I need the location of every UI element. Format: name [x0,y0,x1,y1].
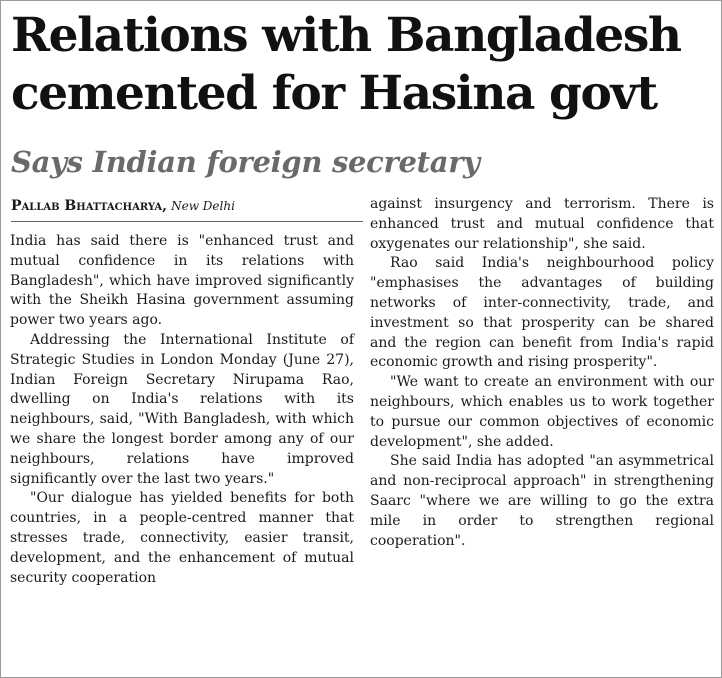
paragraph: India has said there is "enhanced trust and mutual confidence in its relations with Bangladesh", which have improved significantly with the Sheikh Hasina government assuming power two years ago. [10,233,354,329]
paragraph: against insurgency and terrorism. There is enhanced trust and mutual confidence that oxygenates our relationship", she said. [370,196,714,252]
paragraph: She said India has adopted "an asymmetrical and non-reciprocal approach" in strengthening Saarc "where we are willing to go the extra mile in order to strengthen regional cooperation". [370,453,714,549]
byline-author: Pallab Bhattacharya, [11,198,167,214]
byline [11,197,235,216]
paragraph: Rao said India's neighbourhood policy "emphasises the advantages of building networks of inter-connectivity, trade, and investment so that prosperity can be shared and the region can benefit from India's rapid economic growth and rising prosperity". [370,255,714,371]
article-column-2 [370,195,714,551]
article-column-1 [10,232,354,588]
paragraph: "We want to create an environment with our neighbours, which enables us to work together to pursue our common objectives of economic development", she added. [370,374,714,450]
kicker-subheadline: Says Indian foreign secretary [11,145,480,179]
paragraph: Addressing the International Institute of Strategic Studies in London Monday (June 27), Indian Foreign Secretary Nirupama Rao, dwelling on India's relations with its neighbours, said, "With Bangladesh, with which we share the longest border among any of our neighbours, relations have improved significantly over the last two years." [10,331,354,487]
paragraph: "Our dialogue has yielded benefits for both countries, in a people-centred manner that stresses trade, connectivity, easier transit, development, and the enhancement of mutual security cooperation [10,490,354,586]
byline-place: New Delhi [171,199,235,213]
headline: Relations with Bangladesh cemented for Hasina govt [11,8,681,121]
byline-divider [11,221,363,222]
